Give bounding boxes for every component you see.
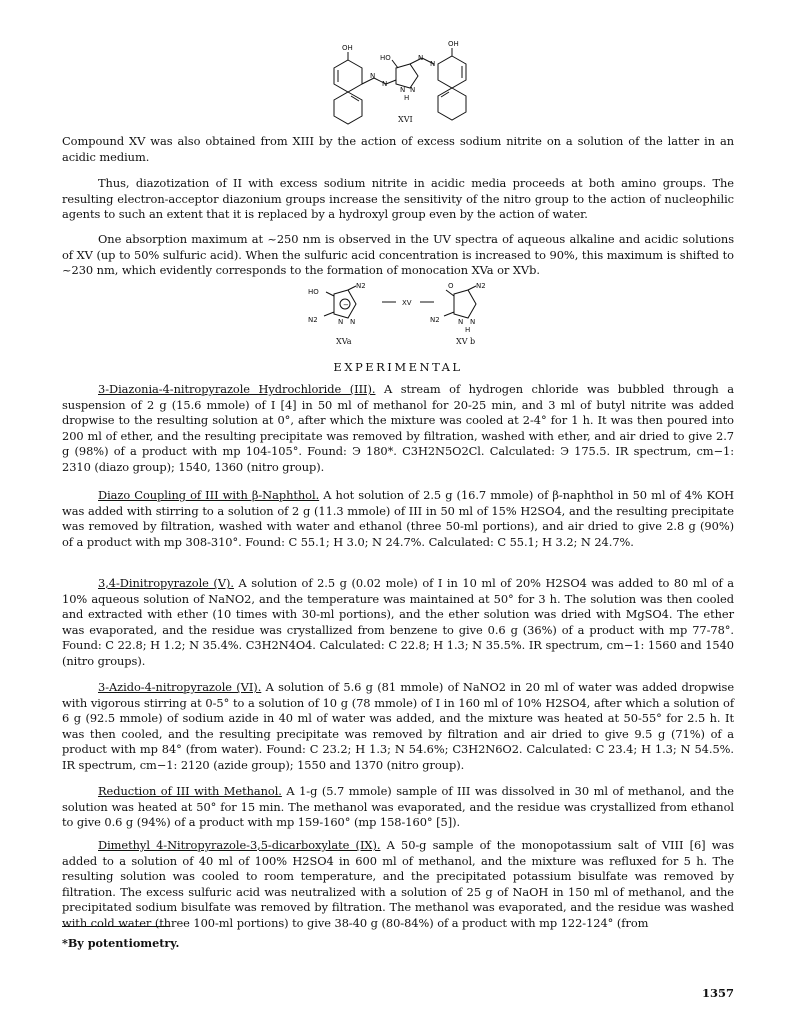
section-6 [62,838,734,932]
section-4-title: 3-Azido-4-nitropyrazole (VI). [98,680,262,694]
ring-n6-label: N [410,86,416,94]
section-1 [62,382,734,476]
section-1-body: A stream of hydrogen chloride was bubbled through a suspension of 2 g (15.6 mmole) of I [4] in 50 ml of methanol for 20-25 min, and 3 ml of butyl nitrite was added dropwise to the resulting solution at 0°, after which the mixture was cooled at 2-4° for 1 h. It was then poured into 200 ml of ether, and the resulting precipitate was removed by filtration, washed with ether, and air dried to give 2.7 g (98%) of a product with mp 104-105°. Found: Э 180*. C3H2N5O2Cl. Calculated: Э 175.5. IR spectrum, cm−1: 2310 (diazo group); 1540, 1360 (nitro group). [62,382,735,474]
section-5-body: A 1-g (5.7 mmole) sample of III was dissolved in 30 ml of methanol, and the solution was heated at 50° for 15 min. The methanol was evaporated, and the residue was crystallized from ethanol to give 0.6 g (94%) of a product with mp 159-160° (mp 158-160° [5]). [62,784,734,830]
xvb-n2-label: N2 [476,282,486,290]
ring-n5-label: N [400,86,406,94]
experimental-heading: EXPERIMENTAL [333,360,463,374]
page-number: 1357 [701,986,734,1000]
xva-ho-label: HO [308,288,319,296]
azo-n1-label: N [370,72,376,80]
azo-n4-label: N [430,60,436,68]
section-6-body: A 50-g sample of the monopotassium salt of VIII [6] was added to a solution of 40 ml of 100% H2SO4 in 600 ml of methanol, and the mixture was refluxed for 5 h. The resulting solution was cooled to room temperature, and the precipitated potassium bisulfate was removed by filtration. The excess sulfuric acid was neutralized with a solution of 25 g of NaOH in 150 ml of methanol, and the precipitated sodium bisulfate was removed by filtration. The methanol was evaporated, and the residue was washed with cold water (three 100-ml portions) to give 38-40 g (80-84%) of a product with mp 122-124° (from [62,838,734,930]
xva-minus-label: − [343,301,349,309]
section-3-title: 3,4-Dinitropyrazole (V). [98,576,234,590]
arrow-xv-label: XV [402,299,412,307]
ring-h-label: H [404,94,410,102]
section-2 [62,488,734,550]
section-4-body: A solution of 5.6 g (81 mmole) of NaNO2 in 20 ml of water was added dropwise with vigorous stirring at 0-5° to a solution of 10 g (78 mmole) of I in 160 ml of 10% H2SO4, after which a solution of 6 g (92.5 mmole) of sodium azide in 40 ml of water was added, and the mixture was heated at 50-55° for 2.5 h. It was then cooled, and the resulting precipitate was removed by filtration and air dried to give 9.5 g (71%) of a product with mp 84° (from water). Found: C 23.2; H 1.3; N 54.6%; C3H2N6O2. Calculated: C 23.4; H 1.3; N 54.5%. IR spectrum, cm−1: 2120 (azide group); 1550 and 1370 (nitro group). [62,680,735,772]
structure-xvb-caption: XV b [456,337,476,346]
section-3-body: A solution of 2.5 g (0.02 mole) of I in 10 ml of 20% H2SO4 was added to 80 ml of a 10% aqueous solution of NaNO2, and the temperature was maintained at 50° for 3 h. The solution was then cooled and extracted with ether (10 times with 30-ml portions), and the ether solution was dried with MgSO4. The ether was evaporated, and the residue was crystallized from benzene to give 0.6 g (36%) of a product with mp 77-78°. Found: C 22.8; H 1.2; N 35.4%. C3H2N4O4. Calculated: C 22.8; H 1.3; N 35.5%. IR spectrum, cm−1: 1560 and 1540 (nitro groups). [62,576,735,668]
xvb-n2-left-label: N2 [430,316,440,324]
oh-right-label: OH [448,40,459,48]
structure-xvi [318,38,488,130]
xvb-h-label: H [465,326,471,334]
ho-label: HO [380,54,391,62]
section-5 [62,784,734,831]
section-2-title: Diazo Coupling of III with β-Naphthol. [98,488,320,502]
footnote: *By potentiometry. [62,936,180,950]
xvb-o-label: O [448,282,454,290]
footnote-rule [62,926,170,927]
section-5-title: Reduction of III with Methanol. [98,784,282,798]
azo-n2-label: N [382,80,388,88]
paragraph-2: Thus, diazotization of II with excess sodium nitrite in acidic media proceeds at both amino groups. The resulting electron-acceptor diazonium groups increase the sensitivity of the nitro group to the action of nucleophilic agents to such an extent that it is replaced by a hydroxyl group even by the action of water. [62,176,734,222]
azo-n3-label: N [418,54,424,62]
paragraph-1: Compound XV was also obtained from XIII by the action of excess sodium nitrite on a solution of the latter in an acidic medium. [62,134,734,164]
structures-xva-xvb-drawing [300,282,530,348]
paragraph-3: One absorption maximum at ~250 nm is observed in the UV spectra of aqueous alkaline and acidic solutions of XV (up to 50% sulfuric acid). When the sulfuric acid concentration is increased to 90%, this maximum is shifted to ~230 nm, which evidently corresponds to the formation of monocation XVa or XVb. [62,232,734,278]
xva-n2-left-label: N2 [308,316,318,324]
section-4 [62,680,734,774]
section-3 [62,576,734,670]
section-6-title: Dimethyl 4-Nitropyrazole-3,5-dicarboxylate (IX). [98,838,381,852]
section-2-body: A hot solution of 2.5 g (16.7 mmole) of β-naphthol in 50 ml of 4% KOH was added with stirring to a solution of 2 g (11.3 mmole) of III in 50 ml of 15% H2SO4, and the resulting precipitate was removed by filtration, washed with water and ethanol (three 50-ml portions), and air dried to give 2.8 g (90%) of a product with mp 308-310°. Found: C 55.1; H 3.0; N 24.7%. Calculated: C 55.1; H 3.2; N 24.7%. [62,488,734,549]
structure-xvi-caption: XVI [398,115,413,124]
xva-n2-label: N2 [356,282,366,290]
xva-nb-label: N [350,318,356,326]
section-1-title: 3-Diazonia-4-nitropyrazole Hydrochloride (III). [98,382,376,396]
oh-left-label: OH [342,44,353,52]
structure-xvi-drawing [318,38,488,130]
xvb-na-label: N [458,318,464,326]
structures-xva-xvb [300,282,530,348]
xvb-nb-label: N [470,318,476,326]
xva-na-label: N [338,318,344,326]
structure-xva-caption: XVa [336,337,352,346]
